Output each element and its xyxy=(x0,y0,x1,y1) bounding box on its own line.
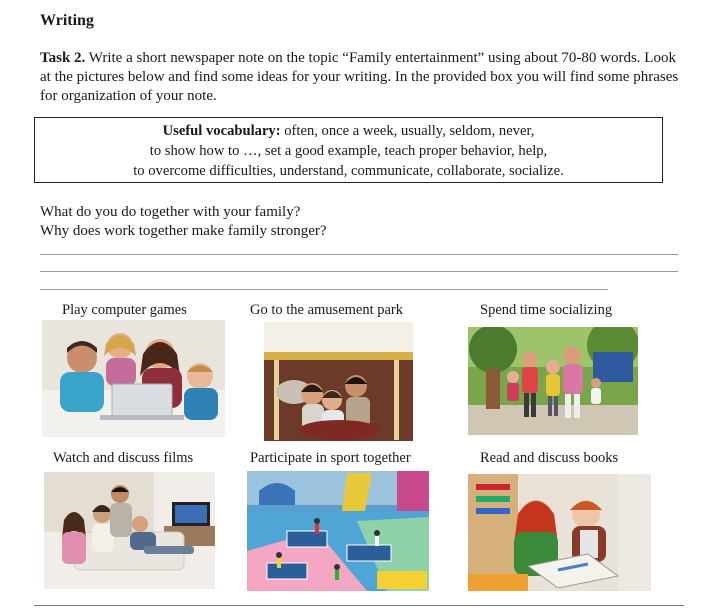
writing-line-2[interactable] xyxy=(40,271,678,272)
writing-line-1[interactable] xyxy=(40,254,678,255)
caption-computer-games: Play computer games xyxy=(62,302,187,318)
vocabulary-label: Useful vocabulary: xyxy=(162,123,281,139)
vocabulary-box xyxy=(34,117,663,183)
task-label: Task 2. xyxy=(40,50,86,66)
caption-socializing: Spend time socializing xyxy=(480,302,613,318)
task-instructions xyxy=(40,49,680,106)
photo-sport-hall xyxy=(247,471,429,591)
photo-family-watching-films xyxy=(44,472,215,589)
vocabulary-line-1-text: often, once a week, usually, seldom, never, xyxy=(284,123,535,139)
photo-family-computer-games xyxy=(42,320,225,437)
questions xyxy=(40,203,327,241)
question-1: What do you do together with your family? xyxy=(40,204,301,220)
caption-sport: Participate in sport together xyxy=(250,450,411,466)
task-text: Write a short newspaper note on the topic “Family entertainment” using about 70-80 words. Look at the pictures below and find some ideas for your writing. In the provided box you will find some phrases for organization of your note. xyxy=(40,50,679,104)
caption-amusement-park: Go to the amusement park xyxy=(250,302,404,318)
vocabulary-line-3: to overcome difficulties, understand, communicate, collaborate, socialize. xyxy=(133,163,564,179)
photo-socializing-park xyxy=(468,327,638,435)
vocabulary-line-1 xyxy=(35,121,662,141)
page-heading: Writing xyxy=(40,12,94,29)
vocabulary-line-2: to show how to …, set a good example, teach proper behavior, help, xyxy=(149,143,548,159)
caption-books: Read and discuss books xyxy=(480,450,619,466)
photo-reading-books xyxy=(468,474,651,591)
photo-amusement-park xyxy=(264,322,413,441)
question-2: Why does work together make family stronger? xyxy=(40,223,327,239)
caption-films: Watch and discuss films xyxy=(53,450,194,466)
writing-line-3[interactable] xyxy=(40,289,608,290)
footer-rule xyxy=(34,605,684,606)
